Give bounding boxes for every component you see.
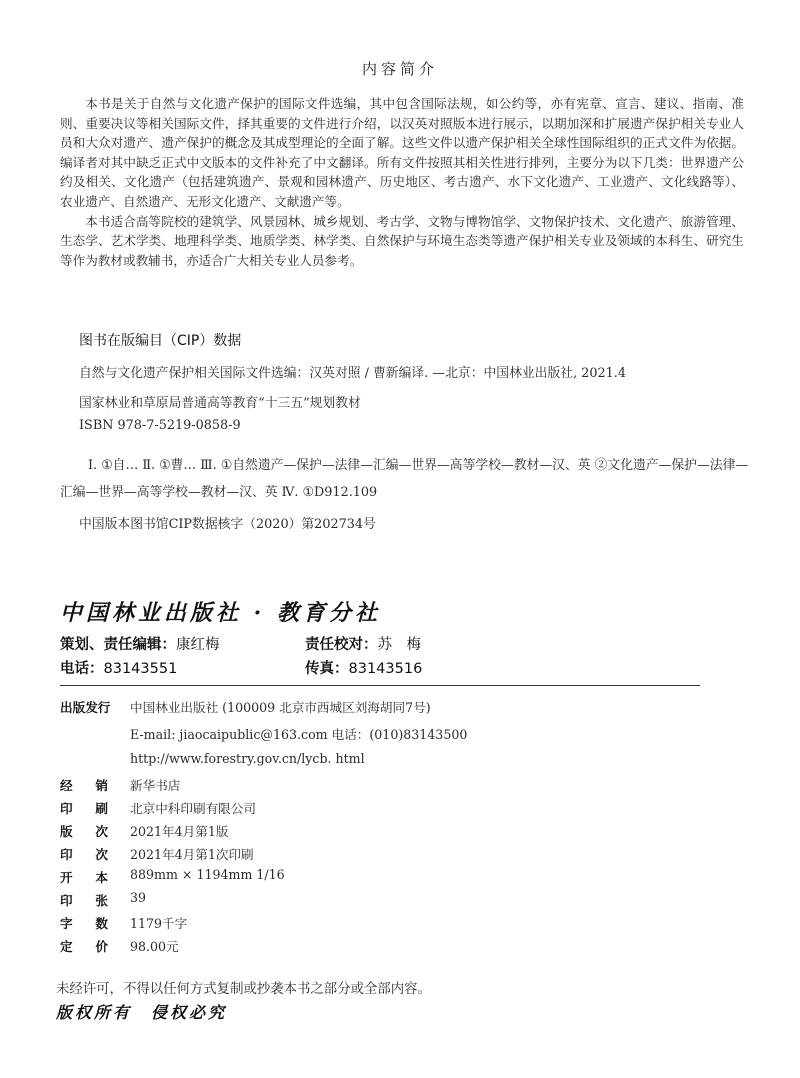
proofreader-label: 责任校对： <box>305 637 378 653</box>
cip-record-number: 中国版本图书馆CIP数据核字（2020）第202734号 <box>79 517 376 532</box>
imprint-label <box>60 867 108 886</box>
fax-number: 83143516 <box>348 661 423 677</box>
imprint-label <box>60 844 108 863</box>
publisher-name: 中国林业出版社 · 教育分社 <box>60 600 381 626</box>
cip-series-line: 国家林业和草原局普通高等教育“十三五”规划教材 <box>79 396 361 411</box>
editor-label: 策划、责任编辑： <box>60 637 176 653</box>
phone-label: 电话： <box>60 661 104 677</box>
imprint-label <box>60 821 108 840</box>
imprint-label <box>60 936 108 955</box>
cip-title: 图书在版编目（CIP）数据 <box>79 333 242 349</box>
imprint-value: 中国林业出版社 (100009 北京市西城区刘海胡同7号) <box>130 700 431 715</box>
summary-paragraph-2: 本书适合高等院校的建筑学、风景园林、城乡规划、考古学、文物与博物馆学、文物保护技术、文化遗产、旅游管理、生态学、艺术学类、地理科学类、地质学类、林学类、自然保护与环境生态类等遗产保护相关专业及领域的本科生、研究生等作为教材或教辅书，亦适合广大相关专业人员参考。 <box>60 213 744 268</box>
imprint-value: 2021年4月第1版 <box>130 824 229 839</box>
imprint-label-text: 印 张 <box>60 893 108 908</box>
imprint-label <box>60 775 108 794</box>
cip-isbn: ISBN 978-7-5219-0858-9 <box>79 418 241 433</box>
cip-book-line: 自然与文化遗产保护相关国际文件选编：汉英对照 / 曹新编译. —北京：中国林业出版社, 2021.4 <box>79 366 626 381</box>
imprint-label-text: 字 数 <box>60 916 108 931</box>
summary-body <box>60 94 744 270</box>
imprint-value: E-mail: jiaocaipublic@163.com 电话：(010)83143500 <box>130 727 468 742</box>
proofreader-line <box>305 633 421 654</box>
imprint-label-text: 经 销 <box>60 778 108 793</box>
cip-classification: Ⅰ. ①自… Ⅱ. ①曹… Ⅲ. ①自然遗产—保护—法律—汇编—世界—高等学校—教材—汉、英 ②文化遗产—保护—法律—汇编—世界—高等学校—教材—汉、英 Ⅳ. ①D912.109 <box>60 458 749 500</box>
imprint-value: 98.00元 <box>130 939 179 954</box>
imprint-value: 新华书店 <box>130 778 181 793</box>
fax-line <box>305 657 422 678</box>
copyright-notice: 未经许可，不得以任何方式复制或抄袭本书之部分或全部内容。 <box>56 982 431 997</box>
imprint-value: 1179千字 <box>130 916 188 931</box>
imprint-label-text: 定 价 <box>60 939 108 954</box>
imprint-label <box>60 890 108 909</box>
imprint-label-text: 版 次 <box>60 824 108 839</box>
imprint-label-text: 印 刷 <box>60 801 108 816</box>
divider-line <box>60 685 700 686</box>
phone-line <box>60 657 177 678</box>
imprint-value: 889mm × 1194mm 1/16 <box>130 867 285 882</box>
editor-line <box>60 633 220 654</box>
imprint-value: 北京中科印刷有限公司 <box>130 801 256 816</box>
summary-paragraph-1: 本书是关于自然与文化遗产保护的国际文件选编，其中包含国际法规，如公约等，亦有宪章、宣言、建议、指南、准则、重要决议等相关国际文件，择其重要的文件进行介绍，以汉英对照版本进行展示，以期加深和扩展遗产保护相关专业人员和大众对遗产、遗产保护的概念及其成型理论的全面了解。这些文件以遗产保护相关全球性国际组织的正式文件为依据。编译者对其中缺乏正式中文版本的文件补充了中文翻译。所有文件按照其相关性进行排列，主要分为以下几类：世界遗产公约及相关、文化遗产（包括建筑遗产、景观和园林遗产、历史地区、考古遗产、水下文化遗产、工业遗产、文化线路等）、农业遗产、自然遗产、无形文化遗产、文献遗产等。 <box>60 96 744 209</box>
phone-number: 83143551 <box>103 661 178 677</box>
imprint-label-text: 印 次 <box>60 847 108 862</box>
editor-name: 康红梅 <box>176 637 220 653</box>
imprint-label <box>60 798 108 817</box>
imprint-label <box>60 913 108 932</box>
imprint-label-text: 开 本 <box>60 870 108 885</box>
imprint-label: 出版发行 <box>60 700 111 715</box>
summary-heading: 内容简介 <box>361 60 438 78</box>
rights-reserved: 版权所有 侵权必究 <box>56 1003 228 1022</box>
imprint-value: http://www.forestry.gov.cn/lycb. html <box>130 751 365 766</box>
imprint-value: 2021年4月第1次印刷 <box>130 847 254 862</box>
imprint-value: 39 <box>130 890 147 905</box>
proofreader-name: 苏 梅 <box>377 637 421 653</box>
fax-label: 传真： <box>305 661 349 677</box>
